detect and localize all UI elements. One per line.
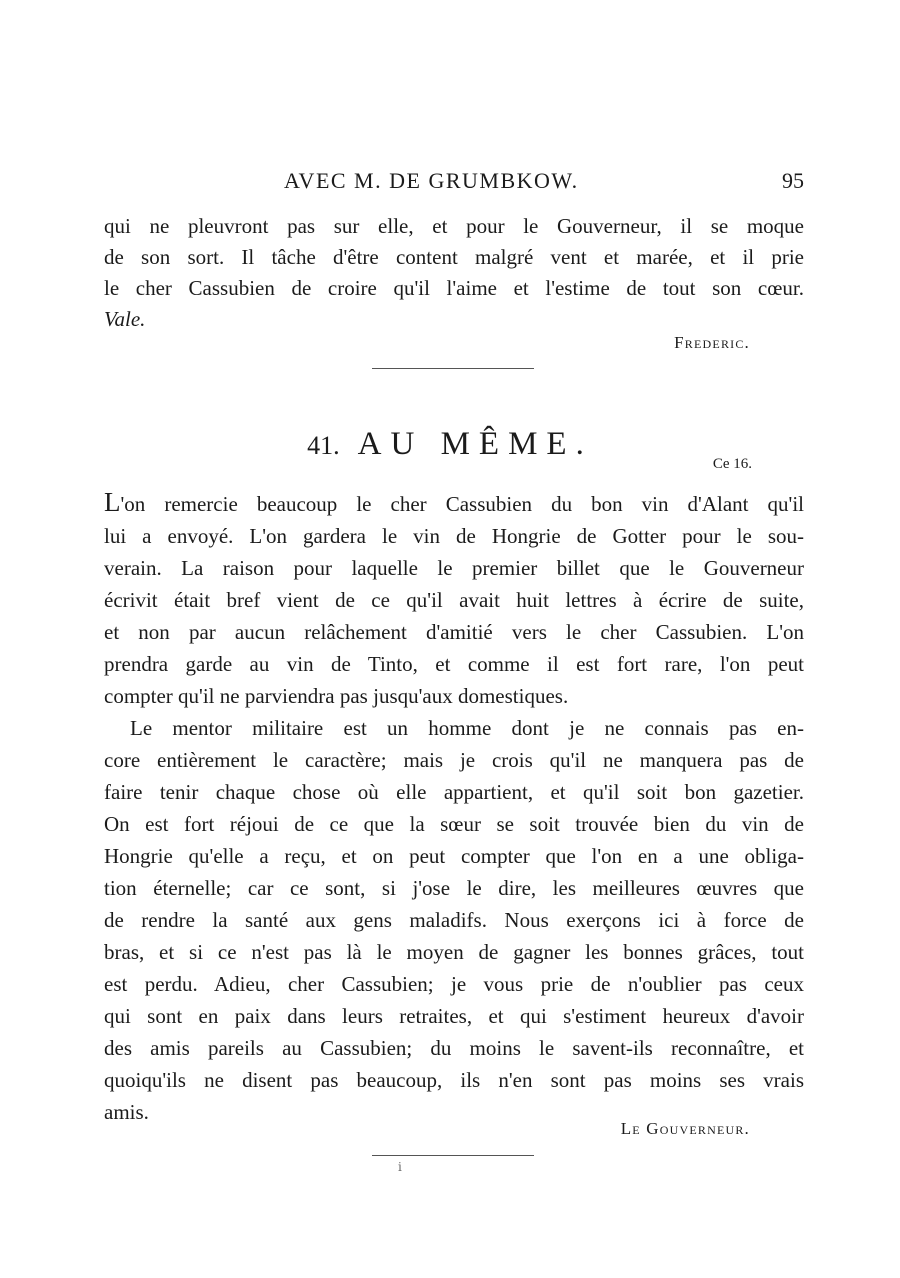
text-line: lui a envoyé. L'on gardera le vin de Hongrie de Gotter pour le sou- [104,524,804,548]
letter-heading [0,426,900,463]
text-line: de son sort. Il tâche d'être content malgré vent et marée, et il prie [104,245,804,269]
letter-title: AU MÊME. [357,426,593,462]
text-line: qui sont en paix dans leurs retraites, et qui s'estiment heureux d'avoir [104,1004,804,1028]
letter-date: Ce 16. [712,456,752,472]
section-rule [372,368,534,369]
text-line: core entièrement le caractère; mais je crois qu'il ne manquera pas de [104,748,804,772]
text-line: compter qu'il ne parviendra pas jusqu'aux domestiques. [104,684,569,708]
text-line: tion éternelle; car ce sont, si j'ose le dire, les meilleures œuvres que [104,876,804,900]
text-line: le cher Cassubien de croire qu'il l'aime et l'estime de tout son cœur. [104,276,804,300]
text-line: de rendre la santé aux gens maladifs. Nous exerçons ici à force de [104,908,804,932]
text-line: quoiqu'ils ne disent pas beaucoup, ils n'en sont pas moins ses vrais [104,1068,804,1092]
text-line: écrivit était bref vient de ce qu'il avait huit lettres à écrire de suite, [104,588,804,612]
text-line: bras, et si ce n'est pas là le moyen de gagner les bonnes grâces, tout [104,940,804,964]
text-line: amis. [104,1100,149,1124]
closing-vale: Vale. [104,307,146,331]
signature-gouverneur: Le Gouverneur. [620,1119,750,1138]
text-line: Hongrie qu'elle a reçu, et on peut compter que l'on en a une obliga- [104,844,804,868]
text-line: verain. La raison pour laquelle le premier billet que le Gouverneur [104,556,804,580]
text-line: prendra garde au vin de Tinto, et comme il est fort rare, l'on peut [104,652,804,676]
drop-cap: L [104,487,121,517]
text-line-body: 'on remercie beaucoup le cher Cassubien du bon vin d'Alant qu'il [120,492,804,516]
signature-frederic: Frederic. [674,333,750,352]
letter-number: 41. [307,431,340,460]
text-line: et non par aucun relâchement d'amitié vers le cher Cassubien. L'on [104,620,804,644]
running-head-title: AVEC M. DE GRUMBKOW. [284,168,579,193]
text-line: qui ne pleuvront pas sur elle, et pour le Gouverneur, il se moque [104,214,804,238]
section-rule [372,1155,534,1156]
printer-mark-icon: ⅰ [398,1160,402,1174]
text-line: des amis pareils au Cassubien; du moins le savent-ils reconnaître, et [104,1036,804,1060]
text-line: On est fort réjoui de ce que la sœur se soit trouvée bien du vin de [104,812,804,836]
text-line: faire tenir chaque chose où elle appartient, et qu'il soit bon gazetier. [104,780,804,804]
running-head [104,168,804,198]
text-line [104,489,804,520]
page-number: 95 [782,168,804,193]
text-line: est perdu. Adieu, cher Cassubien; je vous prie de n'oublier pas ceux [104,972,804,996]
text-line: Le mentor militaire est un homme dont je ne connais pas en- [130,716,804,740]
